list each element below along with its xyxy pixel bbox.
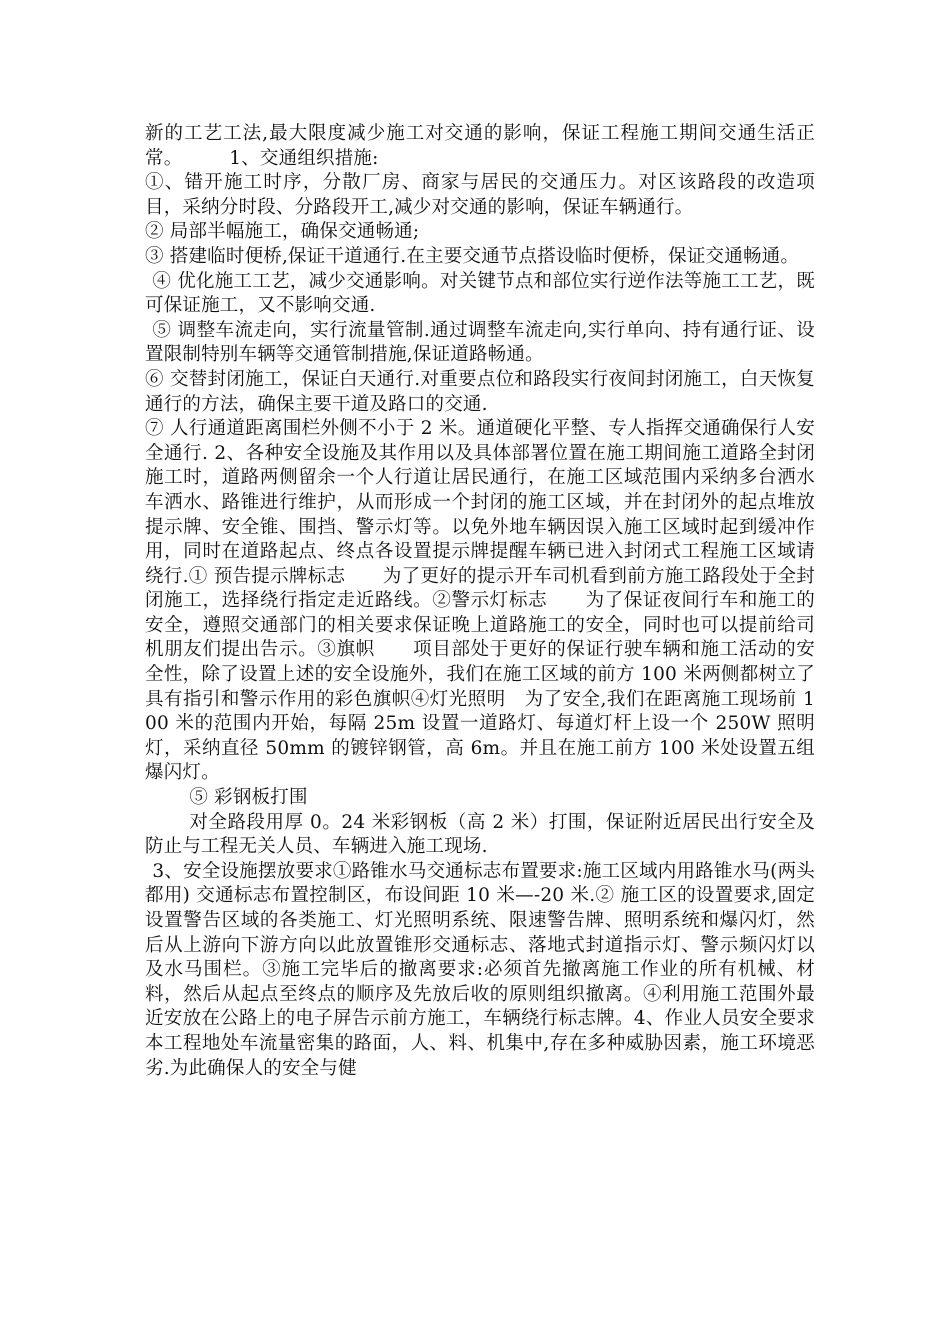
paragraph-measure-3: ③ 搭建临时便桥,保证干道通行.在主要交通节点搭设临时便桥，保证交通畅通。 <box>145 245 800 267</box>
paragraph-fence-body: 对全路段用厚 0。24 米彩钢板（高 2 米）打围，保证附近居民出行安全及防止与工程无关人员、车辆进入施工现场. <box>145 811 815 858</box>
paragraph-measure-1: ①、错开施工时序，分散厂房、商家与居民的交通压力。对区该路段的改造项目，采纳分时段、分路段开工,减少对交通的影响，保证车辆通行。 <box>145 172 815 218</box>
paragraph-intro: 新的工艺工法,最大限度减少施工对交通的影响，保证工程施工期间交通生活正常。 1、交通组织措施: <box>145 123 815 169</box>
paragraph-measure-7: ⑦ 人行通道距离围栏外侧不小于 2 米。通道硬化平整、专人指挥交通确保行人安全通行. 2、各种安全设施及其作用以及具体部署位置在施工期间施工道路全封闭施工时，道路两侧留余一个人行道让居民通行，在施工区域范围内采纳多台洒水车洒水、路锥进行维护，从而形成一个封闭的施工区域，并在封闭外的起点堆放提示牌、安全锥、围挡、警示灯等。以免外地车辆因误入施工区域时起到缓冲作用，同时在道路起点、终点各设置提示牌提醒车辆已进入封闭式工程施工区域请绕行.① 预告提示牌标志 为了更好的提示开车司机看到前方施工路段处于全封闭施工，选择绕行指定走近路线。②警示灯标志 为了保证夜间行车和施工的安全，遵照交通部门的相关要求保证晚上道路施工的安全，同时也可以提前给司机朋友们提出告示。③旗帜 项目部处于更好的保证行驶车辆和施工活动的安全性，除了设置上述的安全设施外，我们在施工区域的前方 100 米两侧都树立了具有指引和警示作用的彩色旗帜④灯光照明 为了安全,我们在距离施工现场前 100 米的范围内开始，每隔 25m 设置一道路灯、每道灯杆上设一个 250W 照明灯，采纳直径 50mm 的镀锌钢管，高 6m。并且在施工前方 100 米处设置五组爆闪灯。 <box>145 418 815 784</box>
paragraph-safety-requirements: 3、安全设施摆放要求①路锥水马交通标志布置要求:施工区域内用路锥水马(两头都用) 交通标志布置控制区，布设间距 10 米—-20 米.② 施工区的设置要求,固定设置警告区域的各类施工、灯光照明系统、限速警告牌、照明系统和爆闪灯，然后从上游向下游方向以此放置锥形交通标志、落地式封道指示灯、警示频闪灯以及水马围栏。③施工完毕后的撤离要求:必须首先撤离施工作业的所有机械、材料，然后从起点至终点的顺序及先放后收的原则组织撤离。④利用施工范围外最近安放在公路上的电子屏告示前方施工，车辆绕行标志牌。4、作业人员安全要求 本工程地处车流量密集的路面，人、料、机集中,存在多种威胁因素，施工环境恶劣.为此确保人的安全与健 <box>145 860 853 1079</box>
paragraph-measure-4: ④ 优化施工工艺，减少交通影响。对关键节点和部位实行逆作法等施工工艺，既可保证施工，又不影响交通. <box>145 270 815 317</box>
paragraph-measure-5: ⑤ 调整车流走向，实行流量管制.通过调整车流走向,实行单向、持有通行证、设置限制特别车辆等交通管制措施,保证道路畅通。 <box>145 319 815 366</box>
paragraph-fence-heading: ⑤ 彩钢板打围 <box>189 787 308 809</box>
paragraph-measure-2: ② 局部半幅施工，确保交通畅通; <box>145 221 420 243</box>
document-body <box>145 122 853 1081</box>
paragraph-measure-6: ⑥ 交替封闭施工，保证白天通行.对重要点位和路段实行夜间封闭施工，白天恢复通行的方法，确保主要干道及路口的交通. <box>145 368 815 415</box>
